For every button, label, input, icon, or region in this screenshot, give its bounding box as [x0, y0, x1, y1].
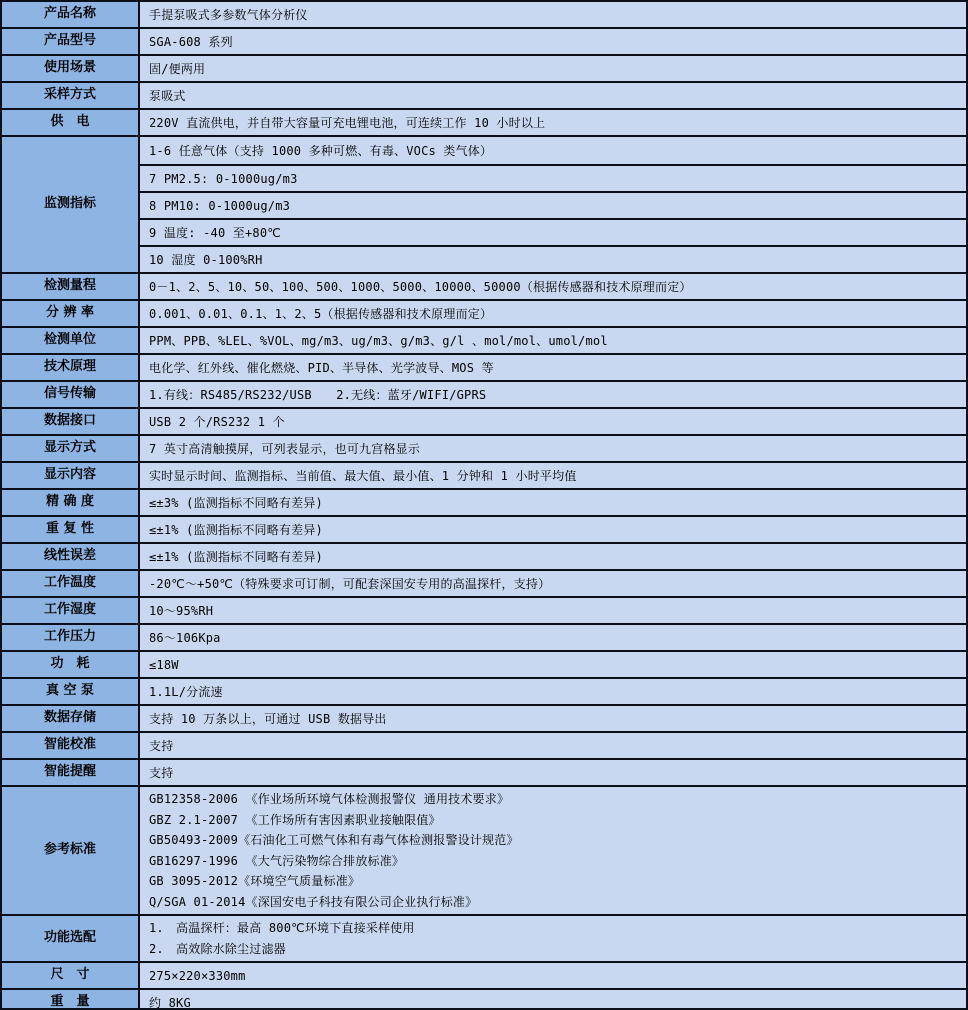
row-label: 技术原理	[2, 355, 140, 380]
monitoring-indicator-item: 7 PM2.5: 0-1000ug/m3	[140, 164, 966, 191]
row-vacuum-pump	[2, 677, 966, 704]
reference-standard-item: GB16297-1996 《大气污染物综合排放标准》	[149, 853, 405, 868]
row-label: 线性误差	[2, 544, 140, 569]
row-label: 参考标准	[2, 787, 140, 914]
row-value: 约 8KG	[140, 990, 966, 1010]
optional-functions-list	[140, 916, 966, 961]
row-value: ≤±1% (监测指标不同略有差异)	[140, 517, 966, 542]
row-label: 数据存储	[2, 706, 140, 731]
row-value: 泵吸式	[140, 83, 966, 108]
row-label: 供 电	[2, 110, 140, 135]
row-value: 1.1L/分流速	[140, 679, 966, 704]
row-label: 智能提醒	[2, 760, 140, 785]
monitoring-indicator-item: 1-6 任意气体（支持 1000 多种可燃、有毒、VOCs 类气体）	[149, 144, 493, 158]
row-value: ≤±1% (监测指标不同略有差异)	[140, 544, 966, 569]
optional-function-item: 2. 高效除水除尘过滤器	[149, 941, 286, 956]
row-label: 监测指标	[2, 137, 140, 272]
row-label: 真 空 泵	[2, 679, 140, 704]
row-linearity-error	[2, 542, 966, 569]
row-value: 支持 10 万条以上，可通过 USB 数据导出	[140, 706, 966, 731]
row-value: 固/便两用	[140, 56, 966, 81]
reference-standard-item: GB50493-2009《石油化工可燃气体和有毒气体检测报警设计规范》	[149, 833, 519, 847]
row-value: 275×220×330mm	[140, 963, 966, 988]
row-label: 工作湿度	[2, 598, 140, 623]
monitoring-indicator-item: 8 PM10: 0-1000ug/m3	[140, 191, 966, 218]
row-power-supply	[2, 108, 966, 135]
row-monitoring-indicators	[2, 135, 966, 272]
row-label: 功 耗	[2, 652, 140, 677]
row-label: 工作压力	[2, 625, 140, 650]
row-label: 显示内容	[2, 463, 140, 488]
row-dimensions	[2, 961, 966, 988]
row-value: 1.有线：RS485/RS232/USB 2.无线：蓝牙/WIFI/GPRS	[140, 382, 966, 407]
row-label: 分 辨 率	[2, 301, 140, 326]
row-data-storage	[2, 704, 966, 731]
row-sampling-method	[2, 81, 966, 108]
reference-standard-item: Q/SGA 01-2014《深国安电子科技有限公司企业执行标准》	[149, 894, 478, 909]
row-label: 显示方式	[2, 436, 140, 461]
row-label: 精 确 度	[2, 490, 140, 515]
optional-function-item: 1. 高温探杆：最高 800℃环境下直接采样使用	[149, 921, 415, 935]
reference-standard-item: GB12358-2006 《作业场所环境气体检测报警仪 通用技术要求》	[149, 792, 510, 806]
row-value: 0－1、2、5、10、50、100、500、1000、5000、10000、50000（根据传感器和技术原理而定）	[140, 274, 966, 299]
row-label: 检测量程	[2, 274, 140, 299]
monitoring-indicator-item: 9 温度: -40 至+80℃	[140, 218, 966, 245]
row-label: 智能校准	[2, 733, 140, 758]
row-repeatability	[2, 515, 966, 542]
row-smart-calibration	[2, 731, 966, 758]
row-working-temperature	[2, 569, 966, 596]
row-value: 86～106Kpa	[140, 625, 966, 650]
row-detection-unit	[2, 326, 966, 353]
row-label: 工作温度	[2, 571, 140, 596]
row-value: USB 2 个/RS232 1 个	[140, 409, 966, 434]
row-value: -20℃～+50℃（特殊要求可订制，可配套深国安专用的高温探杆，支持）	[140, 571, 966, 596]
row-label: 功能选配	[2, 916, 140, 961]
row-label: 使用场景	[2, 56, 140, 81]
monitoring-indicator-list	[140, 137, 966, 272]
row-label: 采样方式	[2, 83, 140, 108]
row-power-consumption	[2, 650, 966, 677]
row-label: 重 复 性	[2, 517, 140, 542]
row-data-interface	[2, 407, 966, 434]
row-product-model	[2, 27, 966, 54]
row-working-pressure	[2, 623, 966, 650]
row-label: 产品型号	[2, 29, 140, 54]
row-display-content	[2, 461, 966, 488]
row-smart-reminder	[2, 758, 966, 785]
row-value: PPM、PPB、%LEL、%VOL、mg/m3、ug/m3、g/m3、g/l 、mol/mol、umol/mol	[140, 328, 966, 353]
reference-standards-list	[140, 787, 966, 914]
row-display-mode	[2, 434, 966, 461]
row-signal-transmission	[2, 380, 966, 407]
row-label: 重 量	[2, 990, 140, 1010]
row-working-humidity	[2, 596, 966, 623]
row-value: SGA-608 系列	[140, 29, 966, 54]
row-detection-range	[2, 272, 966, 299]
monitoring-indicator-item: 10 湿度 0-100%RH	[140, 245, 966, 272]
row-value: 10～95%RH	[140, 598, 966, 623]
row-accuracy	[2, 488, 966, 515]
row-label: 尺 寸	[2, 963, 140, 988]
row-technical-principle	[2, 353, 966, 380]
row-usage-scenario	[2, 54, 966, 81]
row-value: 手提泵吸式多参数气体分析仪	[140, 2, 966, 27]
reference-standard-item: GB 3095-2012《环境空气质量标准》	[149, 874, 361, 888]
row-value: ≤18W	[140, 652, 966, 677]
row-resolution	[2, 299, 966, 326]
row-label: 产品名称	[2, 2, 140, 27]
row-weight	[2, 988, 966, 1010]
row-value: 220V 直流供电，并自带大容量可充电锂电池，可连续工作 10 小时以上	[140, 110, 966, 135]
row-value: 0.001、0.01、0.1、1、2、5（根据传感器和技术原理而定）	[140, 301, 966, 326]
row-product-name	[2, 2, 966, 27]
reference-standard-item: GBZ 2.1-2007 《工作场所有害因素职业接触限值》	[149, 812, 441, 827]
row-optional-functions	[2, 914, 966, 961]
row-label: 信号传输	[2, 382, 140, 407]
row-value: 电化学、红外线、催化燃烧、PID、半导体、光学波导、MOS 等	[140, 355, 966, 380]
row-value: 7 英寸高清触摸屏，可列表显示，也可九宫格显示	[140, 436, 966, 461]
row-value: 支持	[140, 760, 966, 785]
row-value: ≤±3% (监测指标不同略有差异)	[140, 490, 966, 515]
row-value: 支持	[140, 733, 966, 758]
row-reference-standards	[2, 785, 966, 914]
row-value: 实时显示时间、监测指标、当前值、最大值、最小值、1 分钟和 1 小时平均值	[140, 463, 966, 488]
row-label: 数据接口	[2, 409, 140, 434]
row-label: 检测单位	[2, 328, 140, 353]
